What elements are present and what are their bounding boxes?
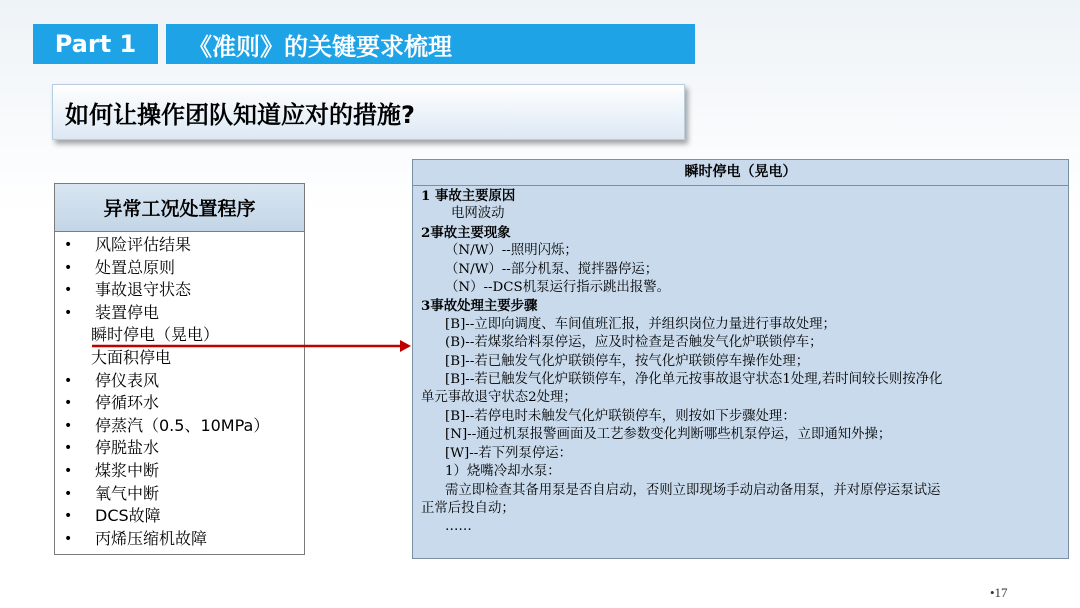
detail-section-heading: 2事故主要现象 [421,224,511,241]
detail-line: …… [445,519,472,535]
detail-section-heading: 1 事故主要原因 [421,188,516,204]
detail-line: [B]--若停电时未触发气化炉联锁停车，则按如下步骤处理： [445,408,796,424]
procedure-item: • 事故退守状态 [55,279,304,302]
procedure-subitem: 大面积停电 [91,347,172,367]
section-title: 《准则》的关键要求梳理 [166,24,695,64]
detail-line: [W]--若下列泵停运： [445,445,572,461]
procedure-subitem: 瞬时停电（晃电） [91,325,220,345]
procedure-item: • 停仪表风 [55,370,304,393]
procedure-item: • 氧气中断 [55,483,304,506]
detail-line: [N]--通过机泵报警画面及工艺参数变化判断哪些机泵停运，立即通知外操； [445,427,892,443]
procedure-item: • 处置总原则 [55,257,304,280]
detail-box [412,159,1069,559]
question-heading: 如何让操作团队知道应对的措施? [52,84,685,140]
detail-line: （N/W）--部分机泵、搅拌器停运； [445,261,659,277]
procedure-item: • 煤浆中断 [55,460,304,483]
procedure-item: • 丙烯压缩机故障 [55,528,304,551]
part-badge: Part 1 [33,24,158,64]
procedure-list [55,232,304,550]
detail-line: 正常后投自动； [421,500,515,516]
detail-line: （N/W）--照明闪烁； [445,243,578,259]
detail-line: 1）烧嘴冷却水泵： [445,464,561,480]
detail-line: （N）--DCS机泵运行指示跳出报警。 [445,280,670,296]
detail-line: 需立即检查其备用泵是否自启动，否则立即现场手动启动备用泵，并对原停运泵试运 [445,482,941,498]
procedure-item: • 停蒸汽（0.5、10MPa） [55,415,304,438]
detail-section-heading: 3事故处理主要步骤 [421,298,538,315]
detail-body [413,186,1068,537]
procedure-box [54,183,305,555]
detail-line: [B]--立即向调度、车间值班汇报，并组织岗位力量进行事故处理； [445,316,836,332]
procedure-header: 异常工况处置程序 [55,184,304,232]
detail-line: (B)--若煤浆给料泵停运，应及时检查是否触发气化炉联锁停车； [445,335,823,351]
procedure-item: • 装置停电 [55,302,304,325]
procedure-item: • 停循环水 [55,392,304,415]
detail-line: [B]--若已触发气化炉联锁停车，净化单元按事故退守状态1处理,若时间较长则按净化 [445,372,943,388]
detail-line: 电网波动 [451,206,505,222]
procedure-item: • 风险评估结果 [55,234,304,257]
arrow-head-icon [400,340,411,352]
detail-header: 瞬时停电（晃电） [413,160,1068,186]
procedure-item: • 停脱盐水 [55,437,304,460]
detail-line: 单元事故退守状态2处理； [421,390,577,406]
detail-line: [B]--若已触发气化炉联锁停车，按气化炉联锁停车操作处理； [445,353,810,369]
procedure-item: • DCS故障 [55,505,304,528]
page-number: •17 [990,585,1008,600]
